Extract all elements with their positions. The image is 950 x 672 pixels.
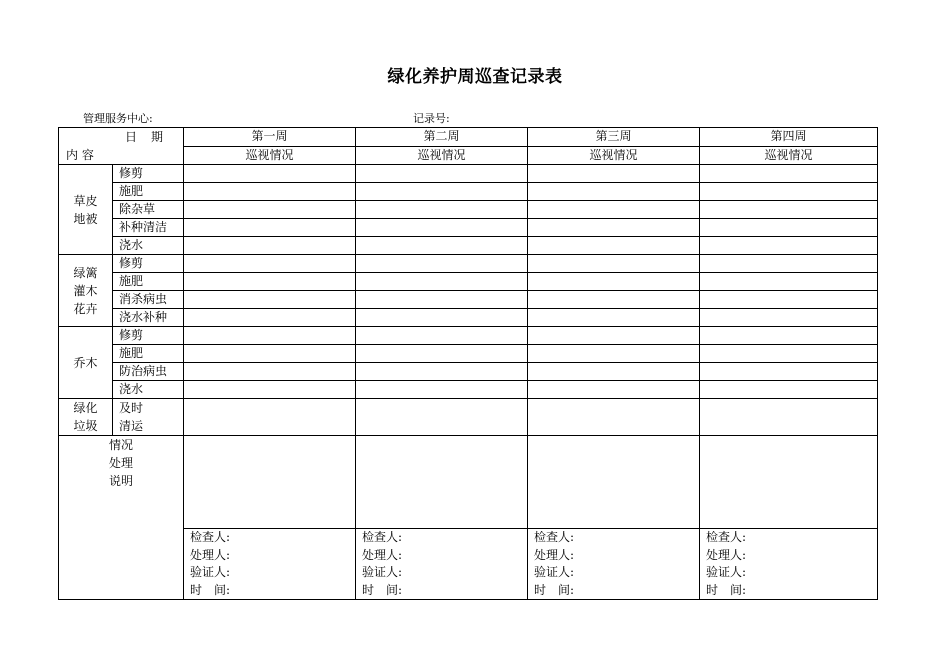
week-2-entry-cell[interactable] — [356, 165, 528, 183]
week-4-entry-cell[interactable] — [700, 363, 878, 381]
signature-field-label: 检查人: — [190, 530, 231, 544]
week-2-entry-cell[interactable] — [356, 399, 528, 436]
item-row — [59, 309, 878, 327]
week-3-entry-cell[interactable] — [528, 183, 700, 201]
week-1-entry-cell[interactable] — [184, 327, 356, 345]
week-4-entry-cell[interactable] — [700, 291, 878, 309]
week-2-entry-cell[interactable] — [356, 183, 528, 201]
item-row — [59, 363, 878, 381]
week-1-entry-cell[interactable] — [184, 309, 356, 327]
record-number-label: 记录号: — [413, 112, 450, 125]
week-3-entry-cell[interactable] — [528, 291, 700, 309]
week-2-entry-cell[interactable] — [356, 345, 528, 363]
week-4-entry-cell[interactable] — [700, 201, 878, 219]
signature-field-label: 检查人: — [706, 530, 747, 544]
label-line: 灌木 — [73, 283, 98, 298]
week-1-notes-area[interactable] — [184, 436, 356, 529]
week-1-entry-cell[interactable] — [184, 255, 356, 273]
week-1-entry-cell[interactable] — [184, 183, 356, 201]
week-4-entry-cell[interactable] — [700, 165, 878, 183]
week-4-signature-cell[interactable] — [700, 529, 878, 600]
form-title: 绿化养护周巡查记录表 — [387, 67, 563, 87]
group-label-cell — [59, 165, 113, 255]
item-row — [59, 201, 878, 219]
signature-field-label: 验证人: — [362, 565, 403, 579]
week-3-entry-cell[interactable] — [528, 345, 700, 363]
item-label: 浇水 — [113, 381, 184, 399]
item-row — [59, 327, 878, 345]
week-3-entry-cell[interactable] — [528, 237, 700, 255]
week-4-header: 第四周 — [700, 128, 878, 147]
week-2-entry-cell[interactable] — [356, 255, 528, 273]
week-4-entry-cell[interactable] — [700, 273, 878, 291]
date-header: 日 期 — [125, 130, 165, 144]
waste-group-label — [59, 399, 113, 436]
week-3-entry-cell[interactable] — [528, 165, 700, 183]
week-2-entry-cell[interactable] — [356, 381, 528, 399]
item-label: 除杂草 — [113, 201, 184, 219]
week-1-entry-cell[interactable] — [184, 363, 356, 381]
signature-field-label: 时 间: — [362, 582, 403, 597]
item-label: 修剪 — [113, 327, 184, 345]
week-3-entry-cell[interactable] — [528, 363, 700, 381]
label-line: 乔木 — [73, 355, 98, 370]
week-1-entry-cell[interactable] — [184, 237, 356, 255]
week-3-subheader: 巡视情况 — [528, 146, 700, 165]
week-3-entry-cell[interactable] — [528, 399, 700, 436]
item-label: 消杀病虫 — [113, 291, 184, 309]
item-row — [59, 219, 878, 237]
waste-row — [59, 399, 878, 436]
item-label: 补种清洁 — [113, 219, 184, 237]
week-1-entry-cell[interactable] — [184, 219, 356, 237]
item-label: 施肥 — [113, 345, 184, 363]
week-2-subheader: 巡视情况 — [356, 146, 528, 165]
content-header: 内 容 — [66, 148, 94, 162]
label-line: 地被 — [73, 211, 98, 226]
signature-field-label: 检查人: — [534, 530, 575, 544]
week-3-notes-area[interactable] — [528, 436, 700, 529]
week-2-notes-area[interactable] — [356, 436, 528, 529]
item-label: 修剪 — [113, 165, 184, 183]
week-1-signature-cell[interactable] — [184, 529, 356, 600]
week-3-entry-cell[interactable] — [528, 327, 700, 345]
item-row — [59, 165, 878, 183]
week-4-entry-cell[interactable] — [700, 309, 878, 327]
week-3-entry-cell[interactable] — [528, 219, 700, 237]
explain-label-line: 处理 — [108, 456, 133, 470]
week-2-entry-cell[interactable] — [356, 201, 528, 219]
week-2-entry-cell[interactable] — [356, 327, 528, 345]
week-4-entry-cell[interactable] — [700, 183, 878, 201]
header-corner-cell — [59, 128, 184, 165]
signature-field-label: 验证人: — [190, 565, 231, 579]
week-1-entry-cell[interactable] — [184, 165, 356, 183]
label-line: 花卉 — [73, 301, 98, 316]
week-2-entry-cell[interactable] — [356, 237, 528, 255]
week-1-entry-cell[interactable] — [184, 381, 356, 399]
item-row — [59, 183, 878, 201]
week-3-entry-cell[interactable] — [528, 309, 700, 327]
week-4-entry-cell[interactable] — [700, 237, 878, 255]
week-2-entry-cell[interactable] — [356, 309, 528, 327]
week-4-entry-cell[interactable] — [700, 255, 878, 273]
signature-field-label: 验证人: — [534, 565, 575, 579]
item-row — [59, 381, 878, 399]
week-2-signature-cell[interactable] — [356, 529, 528, 600]
label-line: 垃圾 — [73, 419, 98, 433]
signature-field-label: 处理人: — [706, 547, 747, 562]
item-label: 施肥 — [113, 183, 184, 201]
week-4-entry-cell[interactable] — [700, 399, 878, 436]
week-4-entry-cell[interactable] — [700, 345, 878, 363]
week-1-subheader: 巡视情况 — [184, 146, 356, 165]
week-1-entry-cell[interactable] — [184, 345, 356, 363]
signature-field-label: 时 间: — [190, 582, 231, 597]
week-3-entry-cell[interactable] — [528, 201, 700, 219]
week-1-header: 第一周 — [184, 128, 356, 147]
signature-field-label: 时 间: — [706, 582, 747, 597]
week-4-entry-cell[interactable] — [700, 327, 878, 345]
item-label: 施肥 — [113, 273, 184, 291]
signature-field-label: 验证人: — [706, 565, 747, 579]
week-2-entry-cell[interactable] — [356, 363, 528, 381]
week-4-entry-cell[interactable] — [700, 219, 878, 237]
signature-field-label: 检查人: — [362, 530, 403, 544]
group-label-cell — [59, 327, 113, 399]
inspection-table — [58, 127, 878, 600]
item-row — [59, 345, 878, 363]
week-2-entry-cell[interactable] — [356, 219, 528, 237]
week-4-notes-area[interactable] — [700, 436, 878, 529]
signature-field-label: 处理人: — [190, 547, 231, 562]
explain-label-line: 情况 — [108, 438, 133, 452]
group-label-cell — [59, 255, 113, 327]
item-label: 浇水 — [113, 237, 184, 255]
item-row — [59, 291, 878, 309]
week-1-entry-cell[interactable] — [184, 273, 356, 291]
label-line: 清运 — [119, 419, 144, 433]
item-label: 防治病虫 — [113, 363, 184, 381]
item-label: 修剪 — [113, 255, 184, 273]
week-4-entry-cell[interactable] — [700, 381, 878, 399]
item-row — [59, 255, 878, 273]
service-center-label: 管理服务中心: — [83, 112, 153, 125]
week-3-entry-cell[interactable] — [528, 255, 700, 273]
week-1-entry-cell[interactable] — [184, 291, 356, 309]
item-label: 浇水补种 — [113, 309, 184, 327]
signature-field-label: 时 间: — [534, 582, 575, 597]
week-1-entry-cell[interactable] — [184, 399, 356, 436]
signature-field-label: 处理人: — [534, 547, 575, 562]
week-3-entry-cell[interactable] — [528, 273, 700, 291]
week-3-entry-cell[interactable] — [528, 381, 700, 399]
week-4-subheader: 巡视情况 — [700, 146, 878, 165]
week-2-entry-cell[interactable] — [356, 291, 528, 309]
signature-field-label: 处理人: — [362, 547, 403, 562]
week-1-entry-cell[interactable] — [184, 201, 356, 219]
explain-row — [59, 436, 878, 529]
week-3-header: 第三周 — [528, 128, 700, 147]
week-2-entry-cell[interactable] — [356, 273, 528, 291]
label-line: 及时 — [119, 401, 144, 415]
week-2-header: 第二周 — [356, 128, 528, 147]
explain-label-cell — [59, 436, 184, 600]
item-row — [59, 237, 878, 255]
explain-label-line: 说明 — [108, 474, 133, 488]
week-3-signature-cell[interactable] — [528, 529, 700, 600]
label-line: 草皮 — [73, 193, 98, 208]
waste-item-label — [113, 399, 184, 436]
item-row — [59, 273, 878, 291]
label-line: 绿篱 — [73, 265, 98, 280]
label-line: 绿化 — [73, 401, 98, 415]
